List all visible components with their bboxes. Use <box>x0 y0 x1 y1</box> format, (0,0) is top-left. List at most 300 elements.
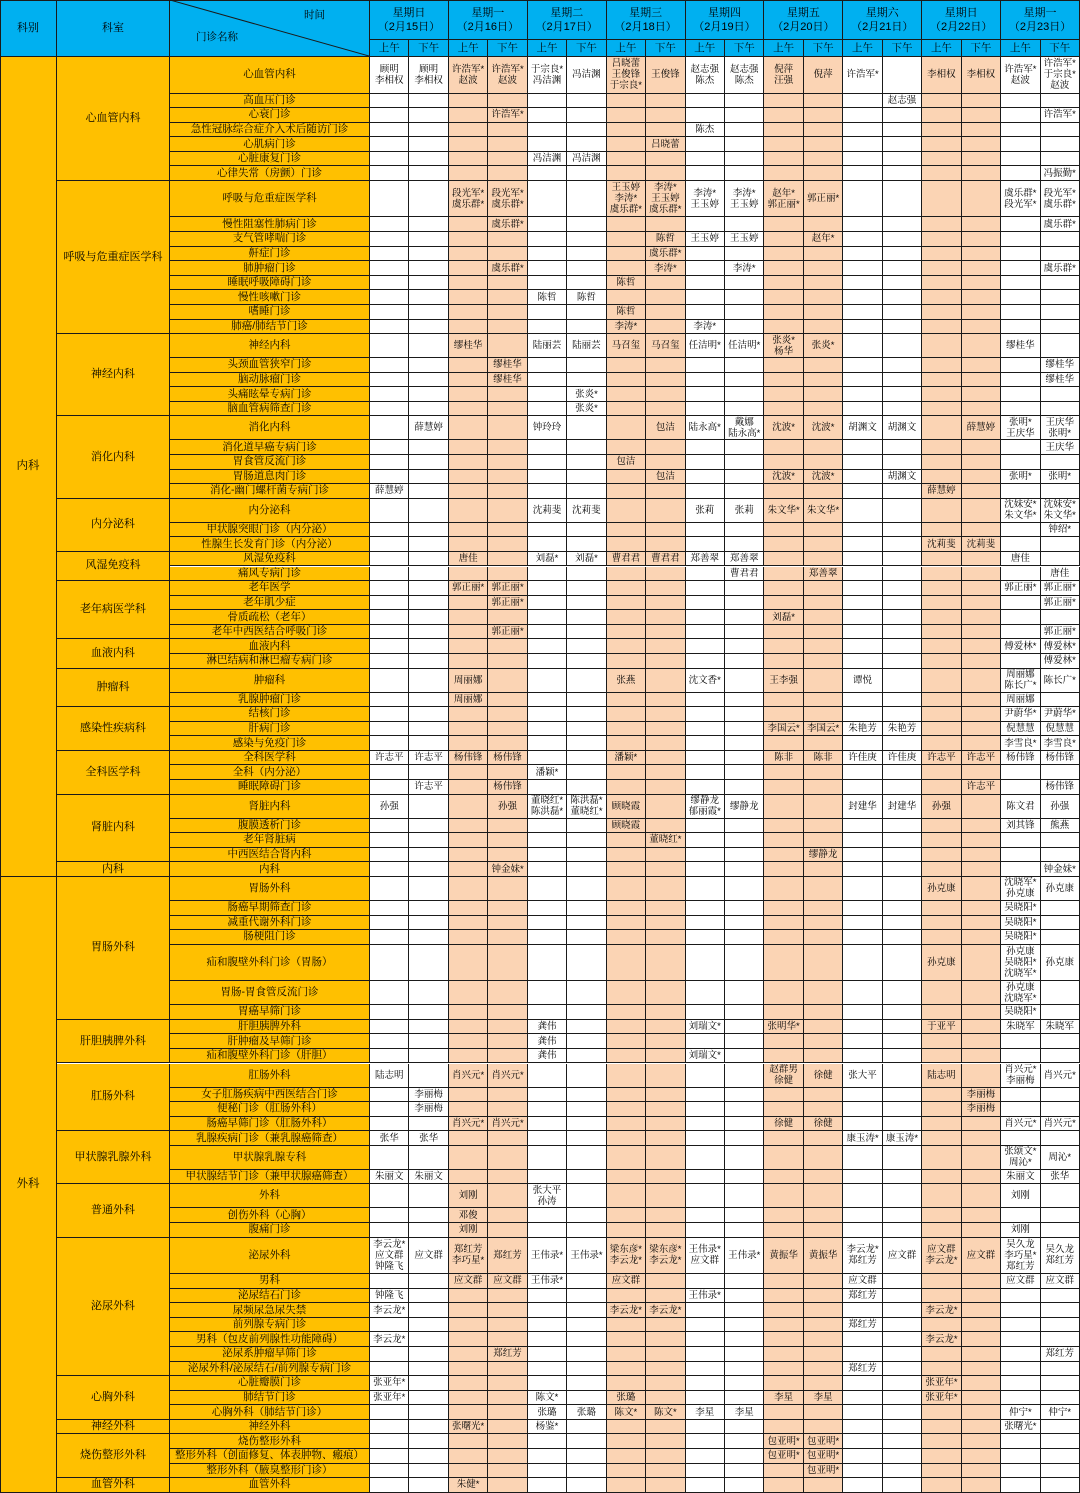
doctor-slot: 徐健 <box>804 1064 843 1088</box>
doctor-slot: 郑善翠 <box>804 567 843 582</box>
empty-slot <box>962 290 1001 305</box>
empty-slot <box>1041 610 1080 625</box>
empty-slot <box>488 901 527 916</box>
clinic-name: 心肌病门诊 <box>170 137 370 152</box>
empty-slot <box>409 1064 448 1088</box>
empty-slot <box>607 402 646 417</box>
doctor-slot: 郭正丽* <box>488 581 527 596</box>
empty-slot <box>686 387 725 402</box>
empty-slot <box>528 654 567 669</box>
empty-slot <box>528 1223 567 1238</box>
empty-slot <box>409 1208 448 1223</box>
empty-slot <box>528 862 567 877</box>
empty-slot <box>725 94 764 109</box>
empty-slot <box>883 1005 922 1020</box>
empty-slot <box>922 1434 961 1449</box>
clinic-name: 内分泌科 <box>170 499 370 523</box>
empty-slot <box>488 877 527 901</box>
clinic-name: 淋巴结病和淋巴瘤专病门诊 <box>170 654 370 669</box>
empty-slot <box>409 152 448 167</box>
department-name: 呼吸与危重症医学科 <box>57 181 170 334</box>
empty-slot <box>725 305 764 320</box>
empty-slot <box>409 358 448 373</box>
clinic-name: 呼吸与危重症医学科 <box>170 181 370 218</box>
empty-slot <box>607 1347 646 1362</box>
empty-slot <box>962 877 1001 901</box>
empty-slot <box>646 1420 685 1435</box>
empty-slot <box>843 470 882 485</box>
empty-slot <box>1041 916 1080 931</box>
empty-slot <box>646 305 685 320</box>
empty-slot <box>1001 1289 1040 1304</box>
empty-slot <box>962 276 1001 291</box>
empty-slot <box>449 722 488 737</box>
empty-slot <box>883 780 922 795</box>
empty-slot <box>528 402 567 417</box>
empty-slot <box>567 654 606 669</box>
empty-slot <box>962 470 1001 485</box>
empty-slot <box>646 1034 685 1049</box>
empty-slot <box>804 108 843 123</box>
empty-slot <box>764 1102 803 1117</box>
empty-slot <box>686 217 725 232</box>
doctor-slot: 陆丽芸 <box>528 334 567 358</box>
empty-slot <box>1001 833 1040 848</box>
empty-slot <box>725 1391 764 1406</box>
header-category: 科别 <box>0 0 57 57</box>
empty-slot <box>528 1289 567 1304</box>
empty-slot <box>449 305 488 320</box>
empty-slot <box>528 1088 567 1103</box>
empty-slot <box>962 402 1001 417</box>
empty-slot <box>804 387 843 402</box>
doctor-slot: 沈莉斐 <box>567 499 606 523</box>
doctor-slot: 孙克康 <box>1041 877 1080 901</box>
empty-slot <box>1041 1464 1080 1479</box>
empty-slot <box>607 1102 646 1117</box>
empty-slot <box>686 1420 725 1435</box>
pm-header: 下午 <box>567 40 606 57</box>
empty-slot <box>409 94 448 109</box>
day-date: （2月15日） <box>377 20 441 33</box>
empty-slot <box>528 639 567 654</box>
clinic-name: 肺癌/肺结节门诊 <box>170 320 370 335</box>
empty-slot <box>686 247 725 262</box>
empty-slot <box>725 440 764 455</box>
doctor-slot: 曹君君 <box>607 552 646 567</box>
empty-slot <box>409 610 448 625</box>
doctor-slot: 唐佳 <box>1001 552 1040 567</box>
empty-slot <box>686 137 725 152</box>
doctor-slot: 包亚明* <box>764 1449 803 1464</box>
empty-slot <box>686 780 725 795</box>
doctor-slot: 刘瑞文* <box>686 1020 725 1035</box>
empty-slot <box>804 1318 843 1333</box>
empty-slot <box>764 94 803 109</box>
doctor-slot: 张璐 <box>528 1405 567 1420</box>
empty-slot <box>567 1478 606 1493</box>
empty-slot <box>686 1362 725 1377</box>
doctor-slot: 应文群 <box>488 1274 527 1289</box>
clinic-name: 肝肿瘤及早筛门诊 <box>170 1034 370 1049</box>
doctor-slot: 梁东彦* 李云龙* <box>646 1238 685 1275</box>
day-header <box>922 0 1001 40</box>
empty-slot <box>409 166 448 181</box>
empty-slot <box>1001 305 1040 320</box>
empty-slot <box>764 484 803 499</box>
empty-slot <box>607 1289 646 1304</box>
empty-slot <box>725 1064 764 1088</box>
empty-slot <box>883 1303 922 1318</box>
empty-slot <box>804 916 843 931</box>
clinic-name: 全科医学科 <box>170 751 370 766</box>
empty-slot <box>725 152 764 167</box>
empty-slot <box>764 1170 803 1185</box>
empty-slot <box>725 1362 764 1377</box>
empty-slot <box>1041 290 1080 305</box>
empty-slot <box>567 1170 606 1185</box>
empty-slot <box>804 1131 843 1146</box>
doctor-slot: 孙强 <box>488 795 527 819</box>
department-name: 内科 <box>57 862 170 877</box>
empty-slot <box>449 137 488 152</box>
empty-slot <box>409 639 448 654</box>
doctor-slot: 孙克康 <box>922 877 961 901</box>
am-header: 上午 <box>843 40 882 57</box>
empty-slot <box>449 765 488 780</box>
empty-slot <box>686 1376 725 1391</box>
empty-slot <box>646 1362 685 1377</box>
empty-slot <box>725 470 764 485</box>
empty-slot <box>686 567 725 582</box>
empty-slot <box>764 1088 803 1103</box>
empty-slot <box>725 596 764 611</box>
doctor-slot: 肖兴元* <box>488 1064 527 1088</box>
empty-slot <box>449 484 488 499</box>
empty-slot <box>764 108 803 123</box>
empty-slot <box>686 765 725 780</box>
empty-slot <box>725 639 764 654</box>
day-header <box>449 0 528 40</box>
empty-slot <box>804 596 843 611</box>
empty-slot <box>764 1274 803 1289</box>
doctor-slot: 吴晓阳* <box>1001 930 1040 945</box>
doctor-slot: 周沁* <box>1041 1146 1080 1170</box>
empty-slot <box>883 862 922 877</box>
empty-slot <box>528 1464 567 1479</box>
empty-slot <box>764 1005 803 1020</box>
empty-slot <box>962 669 1001 693</box>
empty-slot <box>449 1303 488 1318</box>
doctor-slot: 杨伟锋 <box>488 751 527 766</box>
empty-slot <box>449 877 488 901</box>
empty-slot <box>1001 276 1040 291</box>
empty-slot <box>1041 1391 1080 1406</box>
doctor-slot: 李涛* <box>725 261 764 276</box>
empty-slot <box>488 402 527 417</box>
empty-slot <box>843 848 882 863</box>
empty-slot <box>567 848 606 863</box>
empty-slot <box>567 1434 606 1449</box>
empty-slot <box>409 484 448 499</box>
empty-slot <box>883 848 922 863</box>
empty-slot <box>1001 1464 1040 1479</box>
empty-slot <box>922 552 961 567</box>
empty-slot <box>764 862 803 877</box>
doctor-slot: 李涛* 王玉婷 虞乐群* <box>646 181 685 218</box>
day-weekday: 星期一 <box>1023 6 1057 19</box>
empty-slot <box>843 137 882 152</box>
empty-slot <box>843 1208 882 1223</box>
empty-slot <box>567 1449 606 1464</box>
doctor-slot: 张华 <box>370 1131 409 1146</box>
empty-slot <box>528 625 567 640</box>
empty-slot <box>607 930 646 945</box>
doctor-slot: 李涛* <box>686 320 725 335</box>
empty-slot <box>607 94 646 109</box>
doctor-slot: 吕晓蕾 <box>646 137 685 152</box>
empty-slot <box>488 523 527 538</box>
empty-slot <box>607 736 646 751</box>
empty-slot <box>725 765 764 780</box>
doctor-slot: 胡渊文 <box>843 416 882 440</box>
empty-slot <box>922 276 961 291</box>
doctor-slot: 许志平 <box>922 751 961 766</box>
empty-slot <box>764 1464 803 1479</box>
empty-slot <box>962 232 1001 247</box>
empty-slot <box>962 819 1001 834</box>
empty-slot <box>922 1146 961 1170</box>
empty-slot <box>922 625 961 640</box>
empty-slot <box>607 1434 646 1449</box>
doctor-slot: 吴晓阳* <box>1001 916 1040 931</box>
empty-slot <box>567 693 606 708</box>
empty-slot <box>488 440 527 455</box>
empty-slot <box>528 1146 567 1170</box>
empty-slot <box>646 1478 685 1493</box>
empty-slot <box>409 1376 448 1391</box>
empty-slot <box>488 276 527 291</box>
doctor-slot: 李星 <box>686 1405 725 1420</box>
doctor-slot: 钟玲玲 <box>528 416 567 440</box>
empty-slot <box>1041 123 1080 138</box>
doctor-slot: 董晓红* <box>646 833 685 848</box>
empty-slot <box>567 736 606 751</box>
empty-slot <box>567 455 606 470</box>
empty-slot <box>686 901 725 916</box>
doctor-slot: 包亚明* <box>804 1449 843 1464</box>
clinic-name: 肾脏内科 <box>170 795 370 819</box>
empty-slot <box>646 1064 685 1088</box>
day-header <box>528 0 607 40</box>
empty-slot <box>883 1289 922 1304</box>
empty-slot <box>528 276 567 291</box>
empty-slot <box>370 862 409 877</box>
empty-slot <box>804 1049 843 1064</box>
doctor-slot: 沈波* <box>804 416 843 440</box>
empty-slot <box>567 780 606 795</box>
empty-slot <box>567 108 606 123</box>
empty-slot <box>804 1170 843 1185</box>
empty-slot <box>725 402 764 417</box>
empty-slot <box>686 654 725 669</box>
empty-slot <box>449 261 488 276</box>
empty-slot <box>922 181 961 218</box>
empty-slot <box>370 981 409 1005</box>
doctor-slot: 许志平 <box>409 780 448 795</box>
empty-slot <box>607 877 646 901</box>
empty-slot <box>725 877 764 901</box>
empty-slot <box>1041 1208 1080 1223</box>
department-name: 风湿免疫科 <box>57 552 170 581</box>
doctor-slot: 龚伟 <box>528 1034 567 1049</box>
empty-slot <box>725 1049 764 1064</box>
empty-slot <box>764 290 803 305</box>
empty-slot <box>567 1005 606 1020</box>
empty-slot <box>843 94 882 109</box>
empty-slot <box>370 765 409 780</box>
empty-slot <box>883 1208 922 1223</box>
clinic-name: 鼾症门诊 <box>170 247 370 262</box>
clinic-name: 胃食管反流门诊 <box>170 455 370 470</box>
empty-slot <box>804 654 843 669</box>
empty-slot <box>764 1034 803 1049</box>
empty-slot <box>764 693 803 708</box>
empty-slot <box>646 625 685 640</box>
empty-slot <box>449 819 488 834</box>
empty-slot <box>883 152 922 167</box>
doctor-slot: 唐佳 <box>449 552 488 567</box>
empty-slot <box>962 862 1001 877</box>
empty-slot <box>883 232 922 247</box>
department-name: 感染性疾病科 <box>57 707 170 751</box>
empty-slot <box>567 751 606 766</box>
doctor-slot: 杨伟锋 <box>1001 751 1040 766</box>
empty-slot <box>409 707 448 722</box>
empty-slot <box>962 833 1001 848</box>
empty-slot <box>409 722 448 737</box>
empty-slot <box>922 1420 961 1435</box>
empty-slot <box>1001 1434 1040 1449</box>
clinic-name: 男科 <box>170 1274 370 1289</box>
empty-slot <box>686 261 725 276</box>
empty-slot <box>567 1117 606 1132</box>
empty-slot <box>962 1034 1001 1049</box>
doctor-slot: 朱晓军 <box>1001 1020 1040 1035</box>
empty-slot <box>883 1102 922 1117</box>
doctor-slot: 胡渊文 <box>883 416 922 440</box>
empty-slot <box>607 1020 646 1035</box>
empty-slot <box>607 693 646 708</box>
empty-slot <box>1001 596 1040 611</box>
empty-slot <box>370 1420 409 1435</box>
doctor-slot: 陈非 <box>804 751 843 766</box>
doctor-slot: 郑红芳 <box>843 1289 882 1304</box>
empty-slot <box>607 1088 646 1103</box>
empty-slot <box>725 1088 764 1103</box>
empty-slot <box>528 596 567 611</box>
doctor-slot: 陆志明 <box>922 1064 961 1088</box>
empty-slot <box>804 1034 843 1049</box>
empty-slot <box>370 736 409 751</box>
empty-slot <box>725 1034 764 1049</box>
empty-slot <box>883 581 922 596</box>
empty-slot <box>883 625 922 640</box>
empty-slot <box>922 305 961 320</box>
doctor-slot: 钟金妹* <box>1041 862 1080 877</box>
empty-slot <box>409 552 448 567</box>
empty-slot <box>449 440 488 455</box>
empty-slot <box>409 848 448 863</box>
doctor-slot: 李星 <box>764 1391 803 1406</box>
doctor-slot: 肖兴元* 李丽梅 <box>1001 1064 1040 1088</box>
empty-slot <box>725 247 764 262</box>
empty-slot <box>922 247 961 262</box>
day-header <box>764 0 843 40</box>
empty-slot <box>607 1005 646 1020</box>
empty-slot <box>646 1391 685 1406</box>
clinic-name: 肝胆胰脾外科 <box>170 1020 370 1035</box>
doctor-slot: 张大平 孙涛 <box>528 1184 567 1208</box>
empty-slot <box>764 654 803 669</box>
empty-slot <box>962 247 1001 262</box>
empty-slot <box>686 1208 725 1223</box>
empty-slot <box>1001 780 1040 795</box>
empty-slot <box>764 581 803 596</box>
empty-slot <box>764 387 803 402</box>
doctor-slot: 李雪良* <box>1001 736 1040 751</box>
empty-slot <box>843 1347 882 1362</box>
empty-slot <box>922 217 961 232</box>
doctor-slot: 包洁 <box>646 416 685 440</box>
day-date: （2月19日） <box>693 20 756 33</box>
doctor-slot: 朱文华* <box>764 499 803 523</box>
empty-slot <box>962 358 1001 373</box>
doctor-slot: 康玉涛* <box>883 1131 922 1146</box>
empty-slot <box>883 276 922 291</box>
empty-slot <box>528 916 567 931</box>
empty-slot <box>725 1289 764 1304</box>
day-header <box>370 0 449 40</box>
empty-slot <box>804 765 843 780</box>
empty-slot <box>883 654 922 669</box>
clinic-name: 支气管哮喘门诊 <box>170 232 370 247</box>
empty-slot <box>962 639 1001 654</box>
doctor-slot: 任洁明* <box>686 334 725 358</box>
empty-slot <box>725 217 764 232</box>
empty-slot <box>409 916 448 931</box>
empty-slot <box>843 402 882 417</box>
empty-slot <box>843 1303 882 1318</box>
empty-slot <box>804 320 843 335</box>
empty-slot <box>449 523 488 538</box>
empty-slot <box>607 1318 646 1333</box>
clinic-name: 便秘门诊（肛肠外科） <box>170 1102 370 1117</box>
empty-slot <box>764 217 803 232</box>
empty-slot <box>883 373 922 388</box>
empty-slot <box>686 610 725 625</box>
doctor-slot: 朱丽文 <box>409 1170 448 1185</box>
empty-slot <box>1041 484 1080 499</box>
empty-slot <box>883 1184 922 1208</box>
empty-slot <box>1041 1420 1080 1435</box>
empty-slot <box>843 1332 882 1347</box>
empty-slot <box>764 981 803 1005</box>
empty-slot <box>764 455 803 470</box>
empty-slot <box>488 1464 527 1479</box>
empty-slot <box>883 247 922 262</box>
doctor-slot: 郭正丽* <box>449 581 488 596</box>
